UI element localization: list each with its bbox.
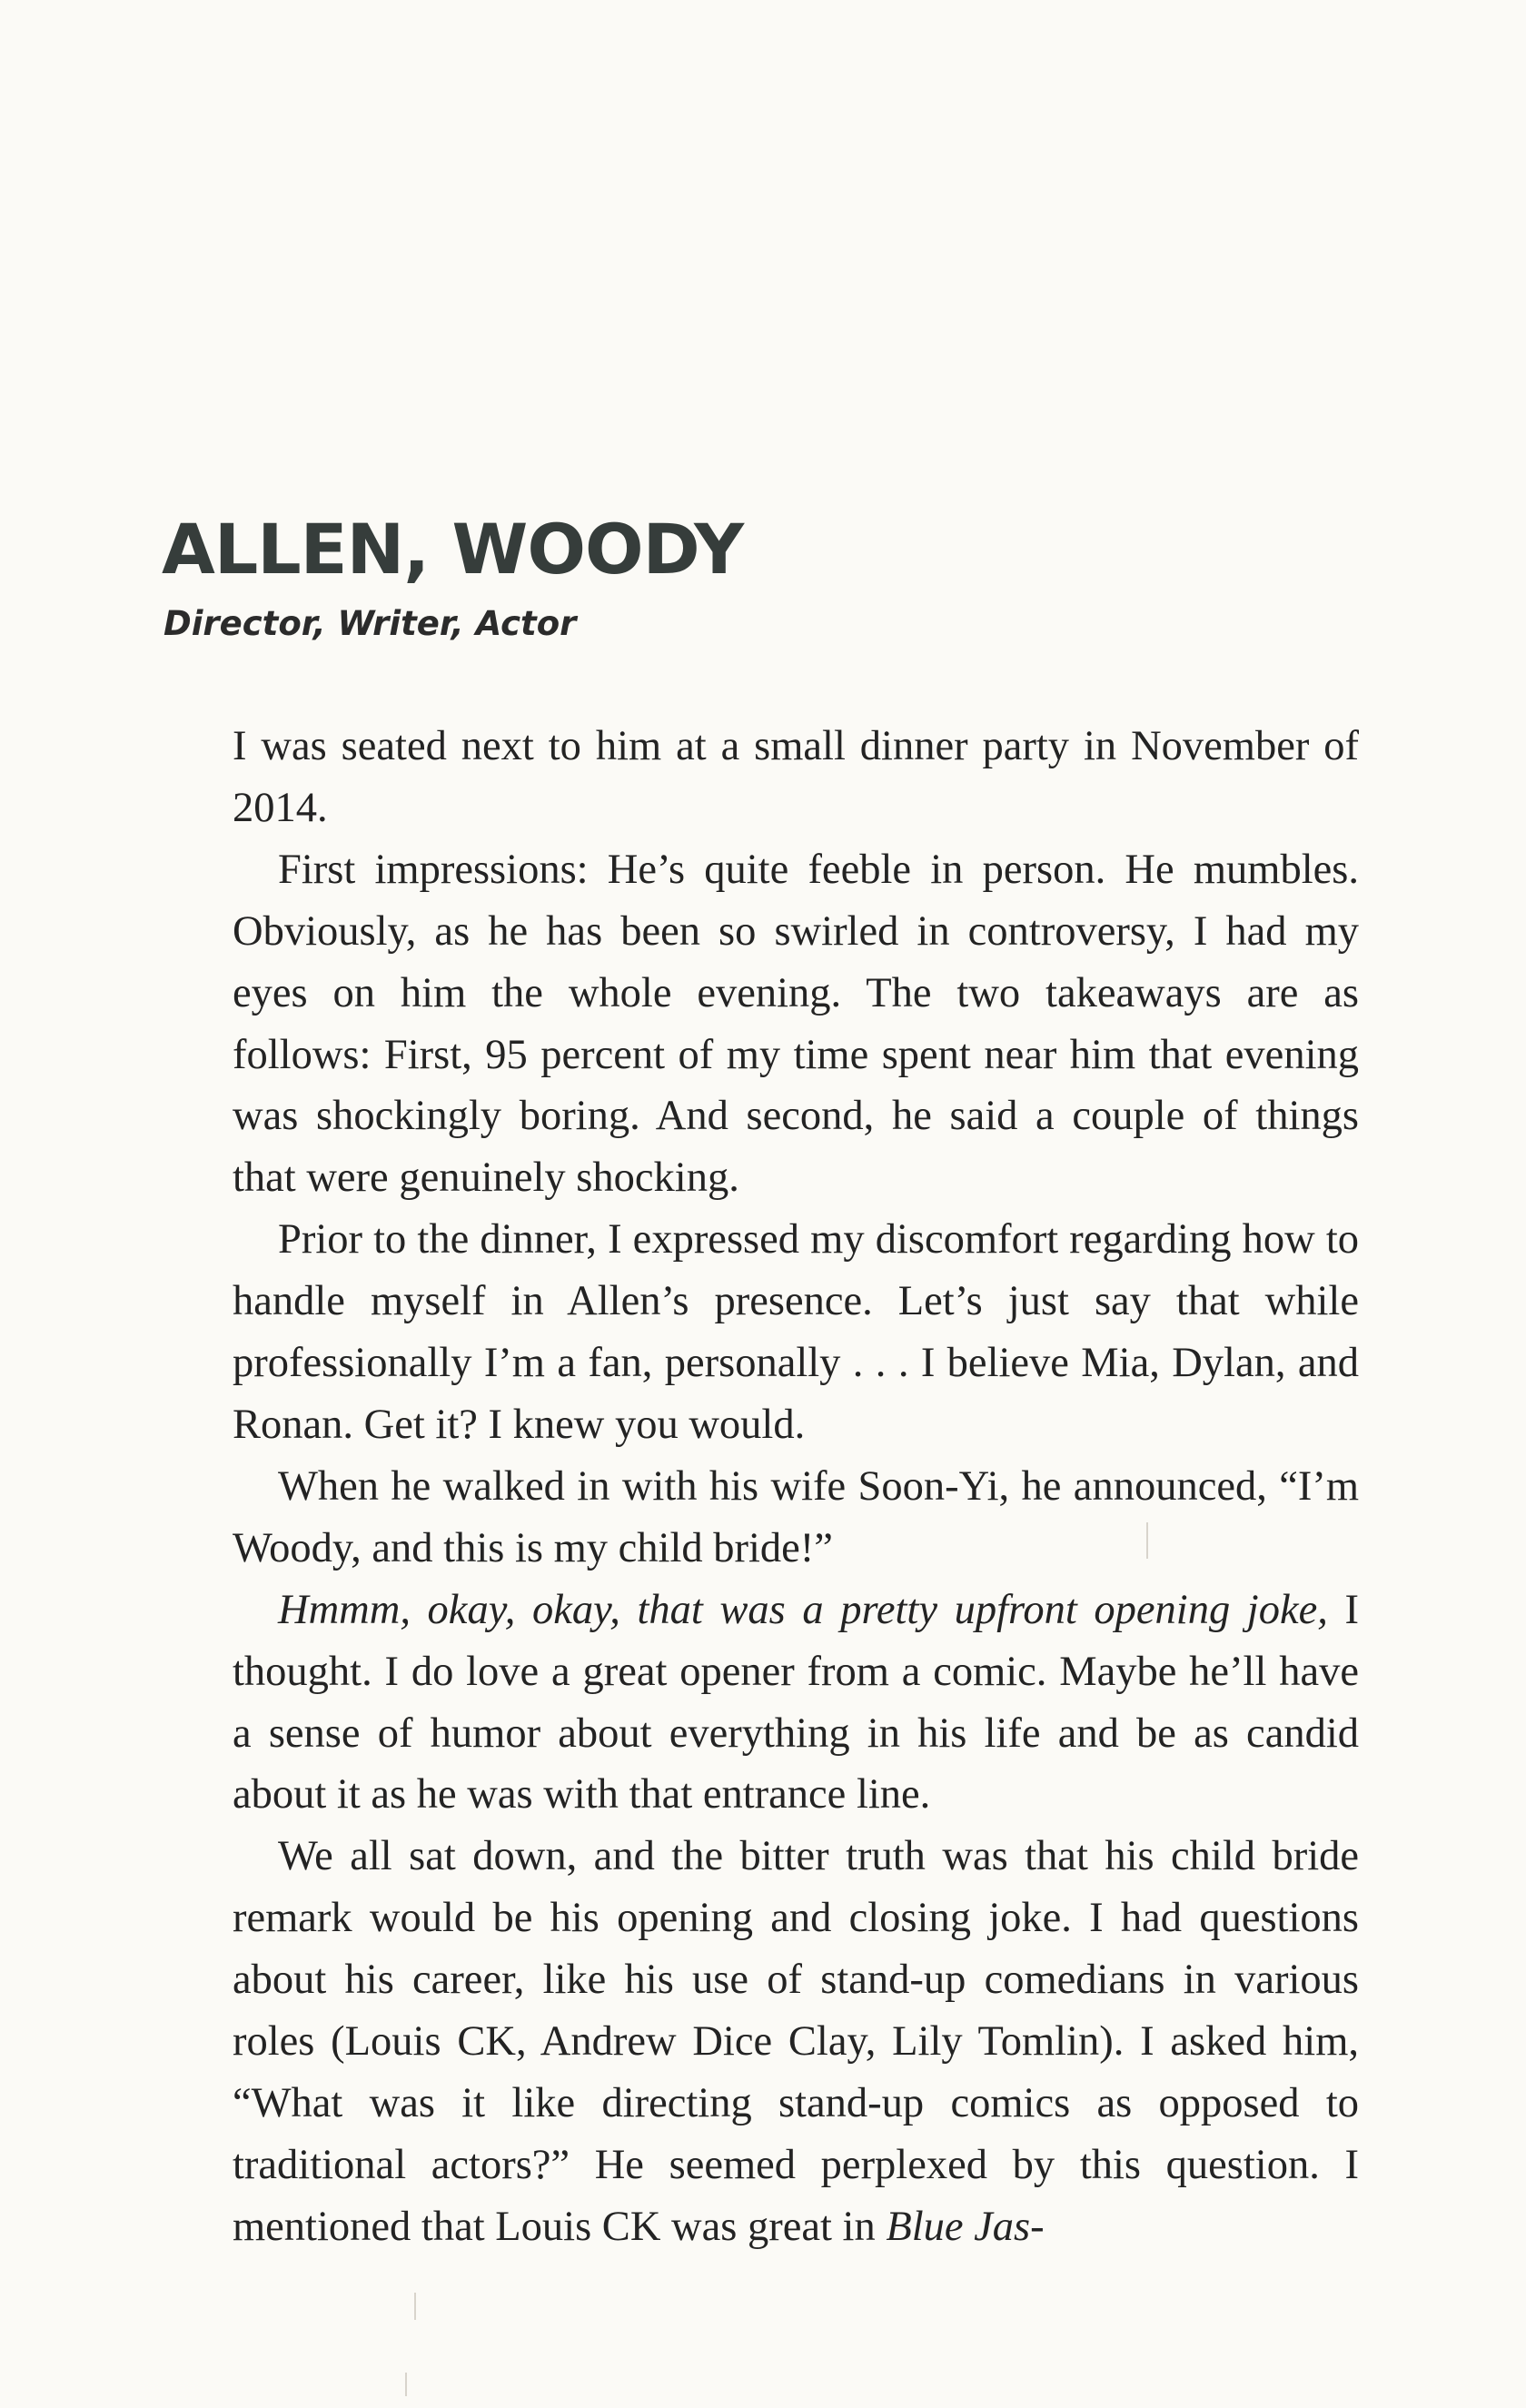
paragraph-1 [233, 716, 1359, 839]
paragraph-italic-tail: Blue Jas- [886, 2203, 1045, 2250]
paragraph-text: When he walked in with his wife Soon-Yi, he announced, “I’m Woody, and this is my child bride!” [233, 1462, 1359, 1571]
entry-subtitle: Director, Writer, Actor [164, 604, 577, 643]
paragraph-italic-lead: Hmmm, okay, okay, that was a pretty upfront opening joke, [278, 1586, 1328, 1633]
paragraph-text: First impressions: He’s quite feeble in person. He mumbles. Obviously, as he has been so swirled in controversy, I had my eyes on him the whole evening. The two takeaways are as follows: First, 95 percent of my time spent near him that evening was shockingly boring. And second, he said a couple of things that were genuinely shocking. [233, 846, 1359, 1202]
paragraph-2 [233, 839, 1359, 1209]
paragraph-text: I was seated next to him at a small dinner party in November of 2014. [233, 723, 1359, 831]
paragraph-3 [233, 1209, 1359, 1456]
paragraph-6 [233, 1826, 1359, 2257]
body-text [233, 716, 1359, 2258]
entry-title: ALLEN, WOODY [162, 509, 744, 590]
paragraph-text: I thought. I do love a great opener from a comic. Maybe he’ll have a sense of humor about everything in his life and be as candid about it as he was with that entrance line. [233, 1586, 1359, 1818]
scan-mark [414, 2293, 416, 2320]
paragraph-4 [233, 1456, 1359, 1580]
paragraph-text: Prior to the dinner, I expressed my discomfort regarding how to handle myself in Allen’s presence. Let’s just say that while professionally I’m a fan, personally . . . I believe Mia, Dylan, and Ronan. Get it? I knew you would. [233, 1216, 1359, 1448]
scan-mark [405, 2373, 407, 2396]
paragraph-5 [233, 1580, 1359, 1827]
paragraph-text: We all sat down, and the bitter truth was that his child bride remark would be his opening and closing joke. I had questions about his career, like his use of stand-up comedians in various roles (Louis CK, Andrew Dice Clay, Lily Tomlin). I asked him, “What was it like directing stand-up comics as opposed to traditional actors?” He seemed perplexed by this question. I mentioned that Louis CK was great in [233, 1833, 1359, 2250]
scan-mark [1146, 1522, 1148, 1559]
